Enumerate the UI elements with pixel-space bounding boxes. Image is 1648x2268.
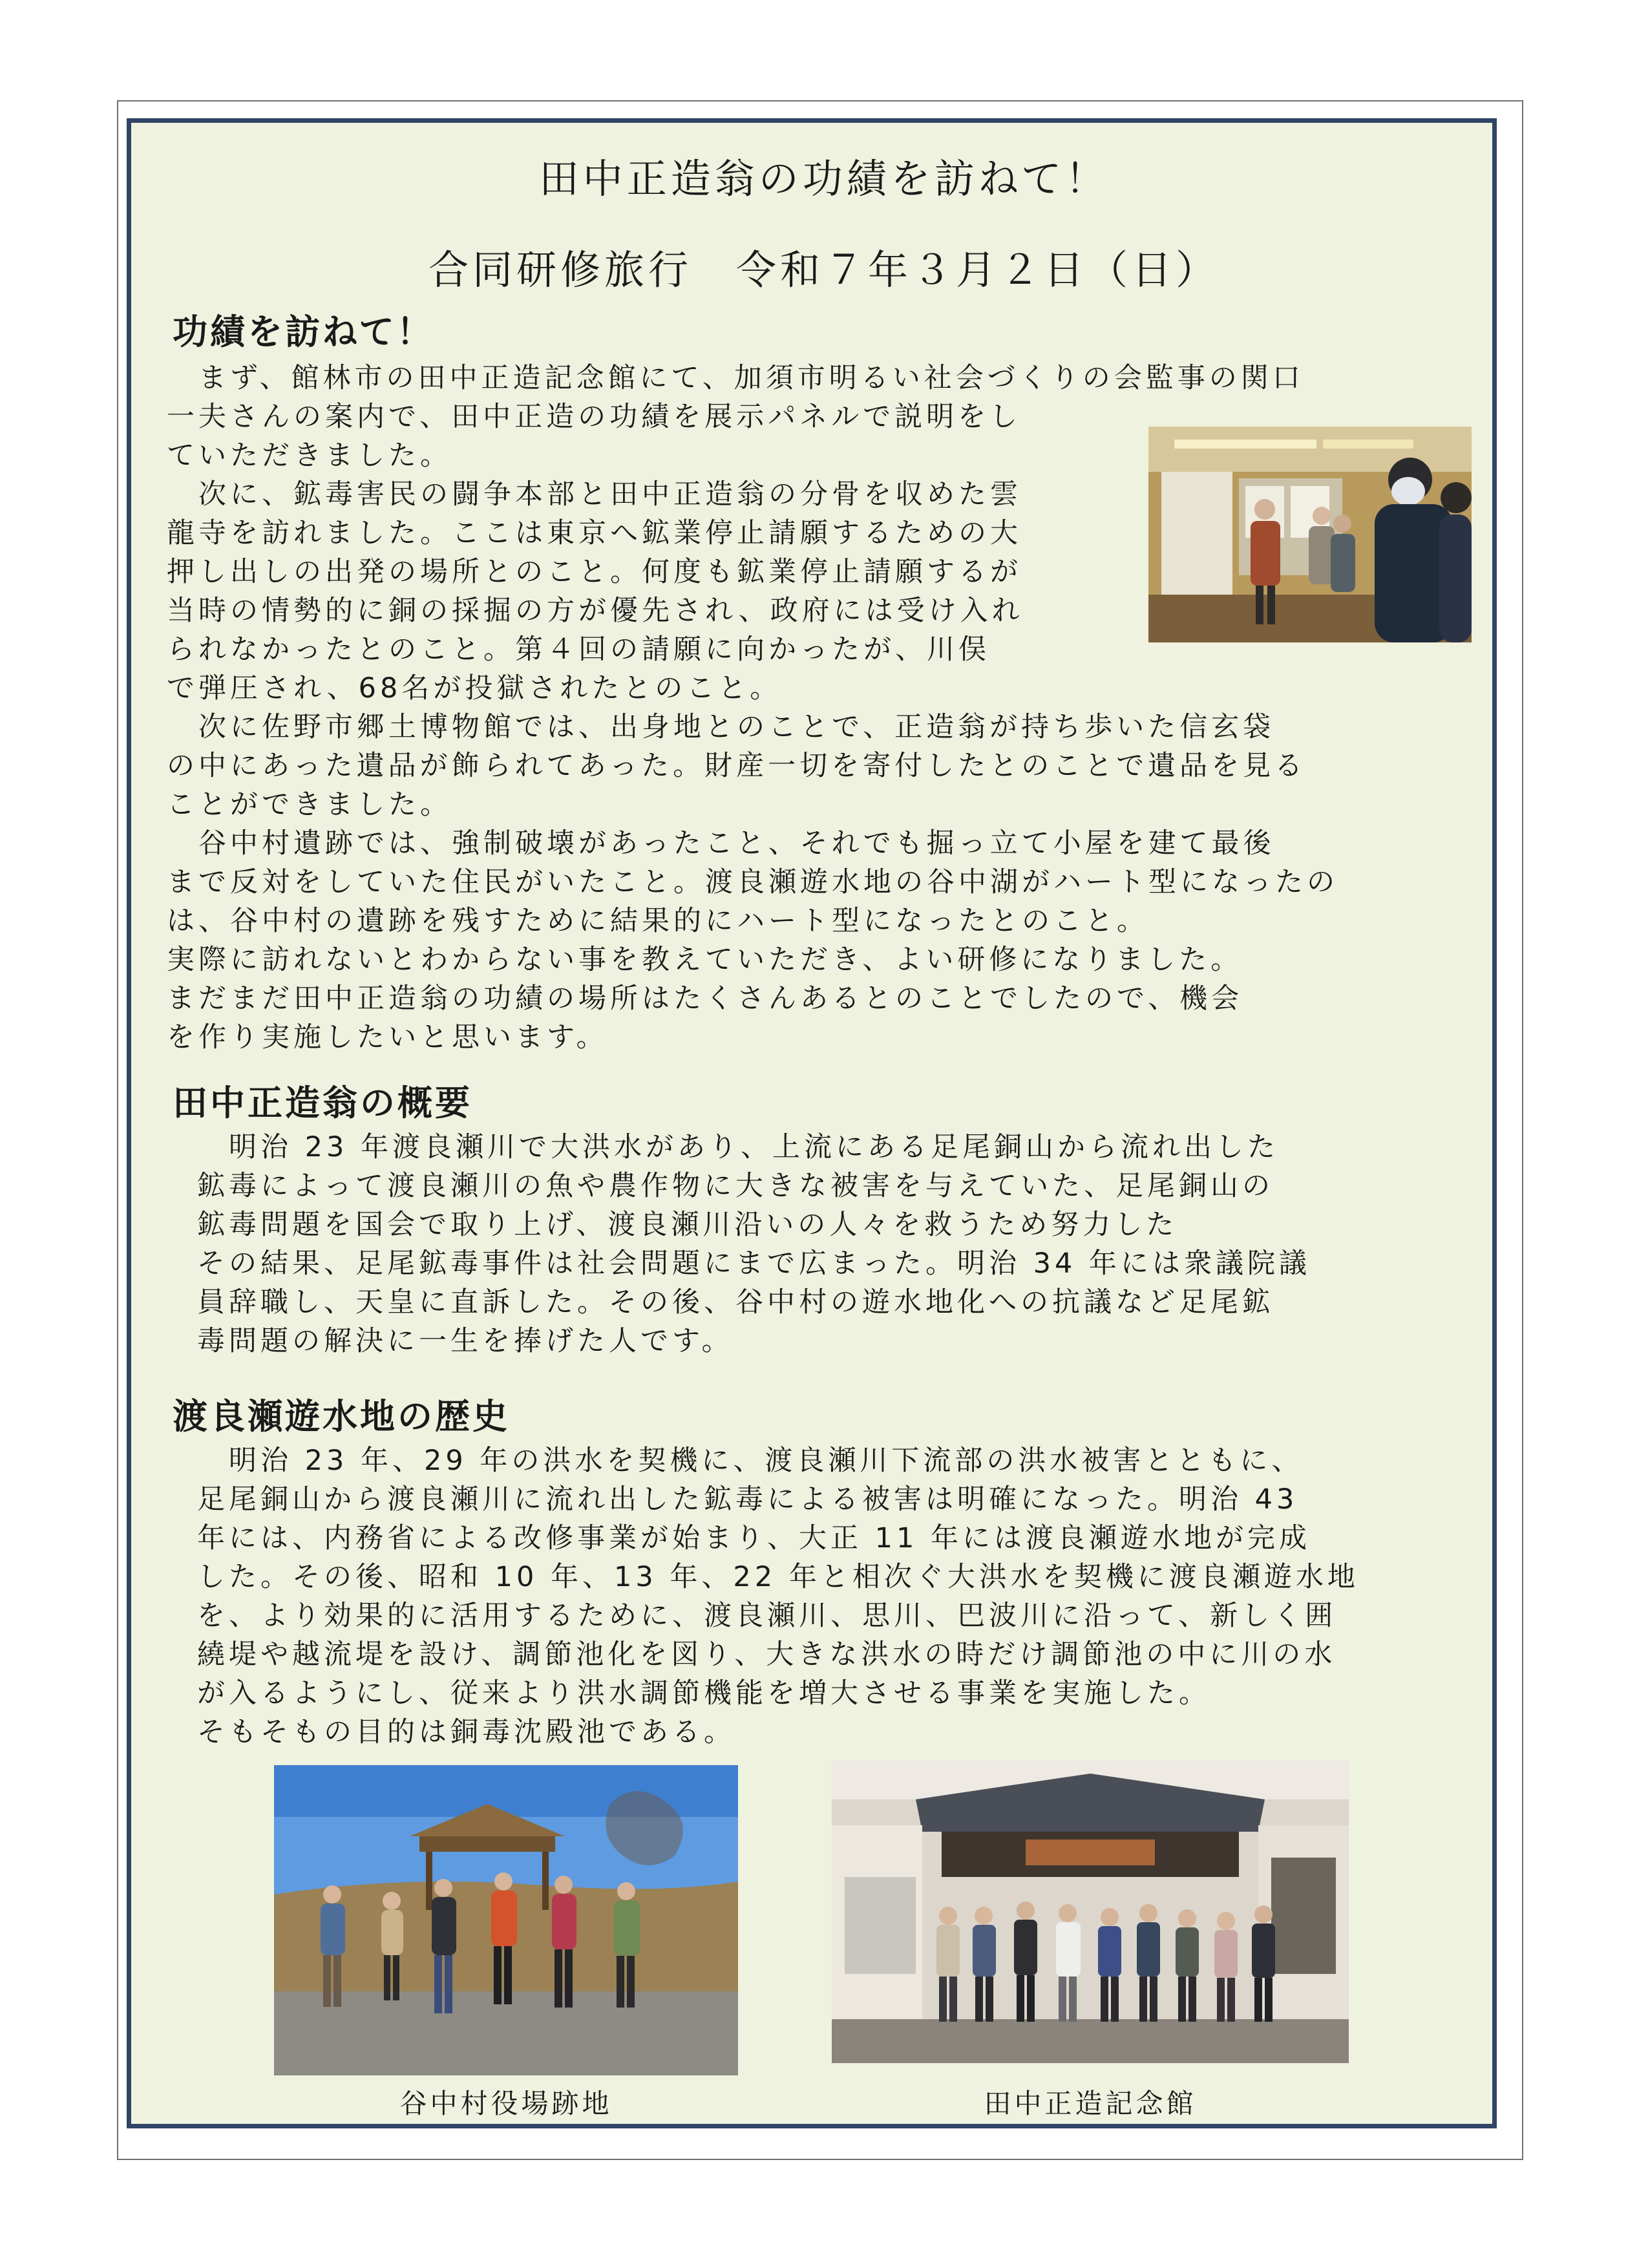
body-line: 鉱毒問題を国会で取り上げ、渡良瀬川沿いの人々を救うため努力した	[197, 1209, 1178, 1241]
yanaka-village-site-photo	[274, 1765, 738, 2075]
section-heading-overview: 田中正造翁の概要	[173, 1083, 472, 1123]
caption-memorial-hall: 田中正造記念館	[984, 2088, 1197, 2119]
section-heading-history: 渡良瀬遊水地の歴史	[173, 1396, 510, 1437]
page-subtitle: 合同研修旅行 令和７年３月２日（日）	[428, 246, 1220, 293]
body-line: した。その後、昭和 10 年、13 年、22 年と相次ぐ大洪水を契機に渡良瀬遊水地	[197, 1561, 1359, 1593]
body-line: その結果、足尾鉱毒事件は社会問題にまで広まった。明治 34 年には衆議院議	[197, 1247, 1311, 1280]
body-line: まだまだ田中正造翁の功績の場所はたくさんあるとのことでしたので、機会	[167, 982, 1243, 1015]
body-line: 明治 23 年渡良瀬川で大洪水があり、上流にある足尾銅山から流れ出した	[197, 1131, 1280, 1163]
body-line: 実際に訪れないとわからない事を教えていただき、よい研修になりました。	[167, 944, 1243, 976]
body-line: 当時の情勢的に銅の採掘の方が優先され、政府には受け入れ	[167, 595, 1024, 627]
body-line: 年には、内務省による改修事業が始まり、大正 11 年には渡良瀬遊水地が完成	[197, 1522, 1311, 1554]
body-line: 足尾銅山から渡良瀬川に流れ出した鉱毒による被害は明確になった。明治 43	[197, 1483, 1298, 1516]
caption-yanaka-village-site: 谷中村役場跡地	[399, 2088, 613, 2119]
museum-interior-photo	[1148, 427, 1472, 642]
body-line: 員辞職し、天皇に直訴した。その後、谷中村の遊水地化への抗議など足尾鉱	[197, 1286, 1274, 1319]
section-body-overview	[197, 1128, 1311, 1361]
section-body-history	[197, 1441, 1359, 1752]
body-line: ていただきました。	[167, 440, 452, 472]
body-line: が入るようにし、従来より洪水調節機能を増大させる事業を実施した。	[197, 1677, 1210, 1710]
body-line: で弾圧され、68名が投獄されたとのこと。	[167, 672, 782, 705]
body-line: 繞堤や越流堤を設け、調節池化を図り、大きな洪水の時だけ調節池の中に川の水	[197, 1638, 1336, 1671]
memorial-hall-photo	[832, 1761, 1349, 2063]
body-line: 次に佐野市郷土博物館では、出身地とのことで、正造翁が持ち歩いた信玄袋	[167, 711, 1275, 743]
body-line: 谷中村遺跡では、強制破壊があったこと、それでも掘っ立て小屋を建て最後	[167, 827, 1275, 860]
body-line: の中にあった遺品が飾られてあった。財産一切を寄付したとのことで遺品を見る	[167, 750, 1307, 782]
section-heading-achievements: 功績を訪ねて！	[173, 312, 434, 352]
body-line: 龍寺を訪れました。ここは東京へ鉱業停止請願するための大	[167, 517, 1022, 549]
body-line: を、より効果的に活用するために、渡良瀬川、思川、巴波川に沿って、新しく囲	[197, 1600, 1337, 1632]
body-line: 毒問題の解決に一生を捧げた人です。	[197, 1325, 734, 1357]
body-line: られなかったとのこと。第４回の請願に向かったが、川俣	[167, 633, 990, 666]
body-line: 押し出しの出発の場所とのこと。何度も鉱業停止請願するが	[167, 556, 1022, 588]
body-line: を作り実施したいと思います。	[167, 1021, 608, 1054]
body-line: まで反対をしていた住民がいたこと。渡良瀬遊水地の谷中湖がハート型になったの	[167, 866, 1338, 898]
page-title: 田中正造翁の功績を訪ねて！	[538, 155, 1110, 202]
body-line: 明治 23 年、29 年の洪水を契機に、渡良瀬川下流部の洪水被害とともに、	[197, 1445, 1304, 1477]
body-line: 一夫さんの案内で、田中正造の功績を展示パネルで説明をし	[167, 401, 1022, 433]
body-line: は、谷中村の遺跡を残すために結果的にハート型になったとのこと。	[167, 905, 1148, 937]
body-line: まず、館林市の田中正造記念館にて、加須市明るい社会づくりの会監事の関口	[167, 362, 1304, 394]
body-line: 鉱毒によって渡良瀬川の魚や農作物に大きな被害を与えていた、足尾銅山の	[197, 1170, 1274, 1202]
body-line: そもそもの目的は銅毒沈殿池である。	[197, 1716, 735, 1748]
body-line: 次に、鉱毒害民の闘争本部と田中正造翁の分骨を収めた雲	[167, 478, 1022, 511]
body-line: ことができました。	[167, 789, 452, 821]
